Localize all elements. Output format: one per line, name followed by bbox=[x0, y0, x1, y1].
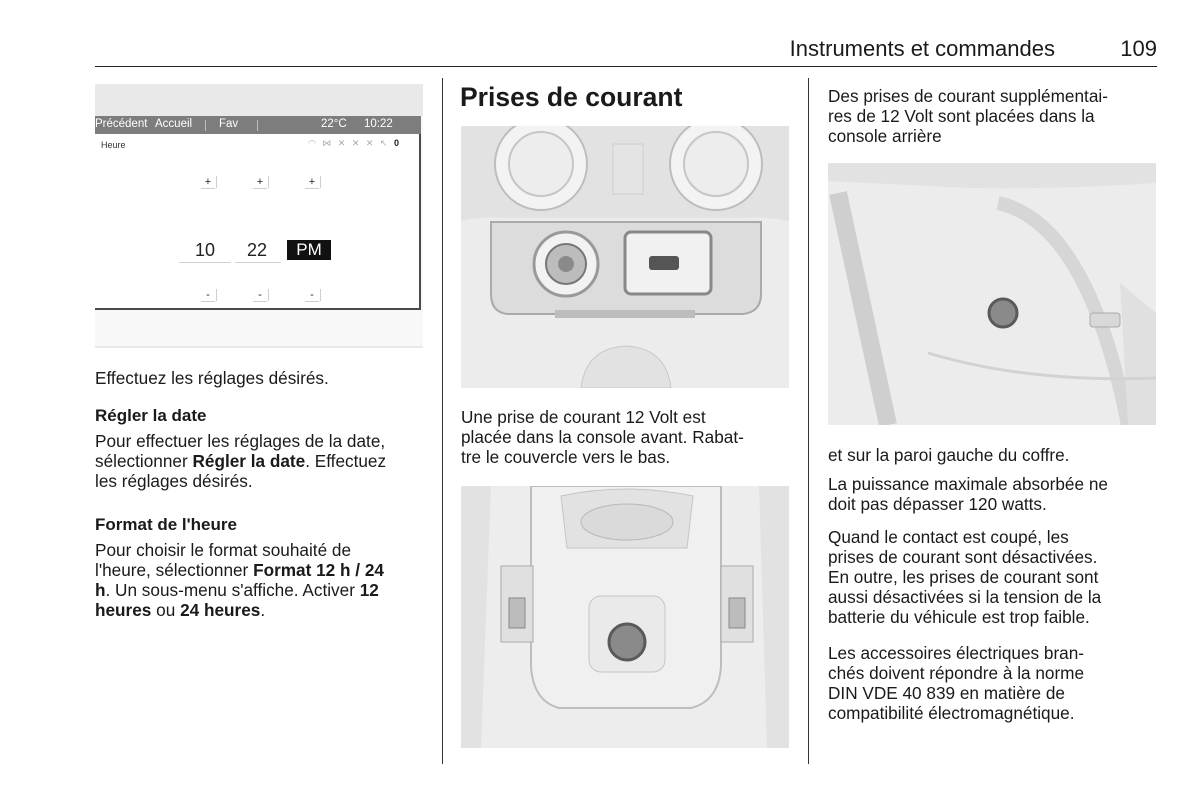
date-setting-term: Régler la date bbox=[192, 451, 306, 471]
fav-button[interactable]: Fav bbox=[219, 118, 239, 130]
page-number: 109 bbox=[1120, 36, 1157, 61]
screen-subtitle: Heure bbox=[101, 140, 126, 150]
home-button[interactable]: Accueil bbox=[155, 118, 193, 130]
date-heading: Régler la date bbox=[95, 406, 207, 425]
format-setting-term: Format 12 h / 24 bbox=[253, 560, 384, 580]
screen-frame bbox=[95, 116, 421, 310]
front-socket-paragraph: Une prise de courant 12 Volt est placée dans la console avant. Rabat- tre le couvercle vers le bas. bbox=[461, 407, 744, 467]
trunk-socket-text: et sur la paroi gauche du coffre. bbox=[828, 445, 1070, 465]
section-heading: Prises de courant bbox=[460, 82, 683, 112]
minute-underline bbox=[235, 262, 281, 263]
status-icons: ◠ ⋈ ✕ ✕ ✕ ↖ 0 bbox=[307, 138, 401, 148]
minute-increase-button[interactable]: + bbox=[253, 176, 267, 189]
hour-underline bbox=[179, 262, 231, 263]
trunk-socket-illustration bbox=[828, 163, 1156, 425]
minute-value: 22 bbox=[246, 240, 268, 260]
date-paragraph: Pour effectuer les réglages de la date, sélectionner Régler la date. Effectuez les réglages désirés. bbox=[95, 431, 387, 491]
page-header bbox=[95, 34, 1157, 67]
minute-decrease-button[interactable]: - bbox=[253, 289, 267, 302]
hour-value: 10 bbox=[194, 240, 216, 260]
column-divider bbox=[442, 78, 443, 764]
intro-text: Effectuez les réglages désirés. bbox=[95, 368, 329, 388]
period-decrease-button[interactable]: - bbox=[305, 289, 319, 302]
format-heading: Format de l'heure bbox=[95, 515, 237, 534]
section-title: Instruments et commandes bbox=[789, 36, 1055, 61]
period-value[interactable]: PM bbox=[287, 240, 331, 260]
display-screen bbox=[95, 116, 423, 346]
rear-console-socket-illustration bbox=[461, 486, 789, 748]
period-increase-button[interactable]: + bbox=[305, 176, 319, 189]
deactivation-paragraph: Quand le contact est coupé, les prises de courant sont désactivées. En outre, les prises de courant sont aussi désactivées si la tension de la batterie du véhicule est trop faible. bbox=[828, 527, 1102, 627]
hour-decrease-button[interactable]: - bbox=[201, 289, 215, 302]
back-button[interactable]: Précédent bbox=[95, 118, 148, 130]
temperature-readout: 22°C bbox=[321, 118, 347, 130]
max-power-paragraph: La puissance maximale absorbée ne doit pas dépasser 120 watts. bbox=[828, 474, 1108, 514]
front-console-socket-illustration bbox=[461, 126, 789, 388]
clock-readout: 10:22 bbox=[364, 118, 393, 130]
time-settings-screen-illustration bbox=[95, 84, 423, 348]
format-paragraph: Pour choisir le format souhaité de l'heure, sélectionner Format 12 h / 24 h. Un sous-menu s'affiche. Activer 12 heures ou 24 heures. bbox=[95, 540, 384, 620]
hour-increase-button[interactable]: + bbox=[201, 176, 215, 189]
rear-sockets-paragraph: Des prises de courant supplémentai- res de 12 Volt sont placées dans la console arrière bbox=[828, 86, 1108, 146]
accessories-paragraph: Les accessoires électriques bran- chés doivent répondre à la norme DIN VDE 40 839 en matière de compatibilité électromagnétique. bbox=[828, 643, 1085, 723]
screen-top-bar bbox=[95, 116, 421, 134]
column-divider bbox=[808, 78, 809, 764]
status-end-icon: 0 bbox=[393, 138, 401, 148]
